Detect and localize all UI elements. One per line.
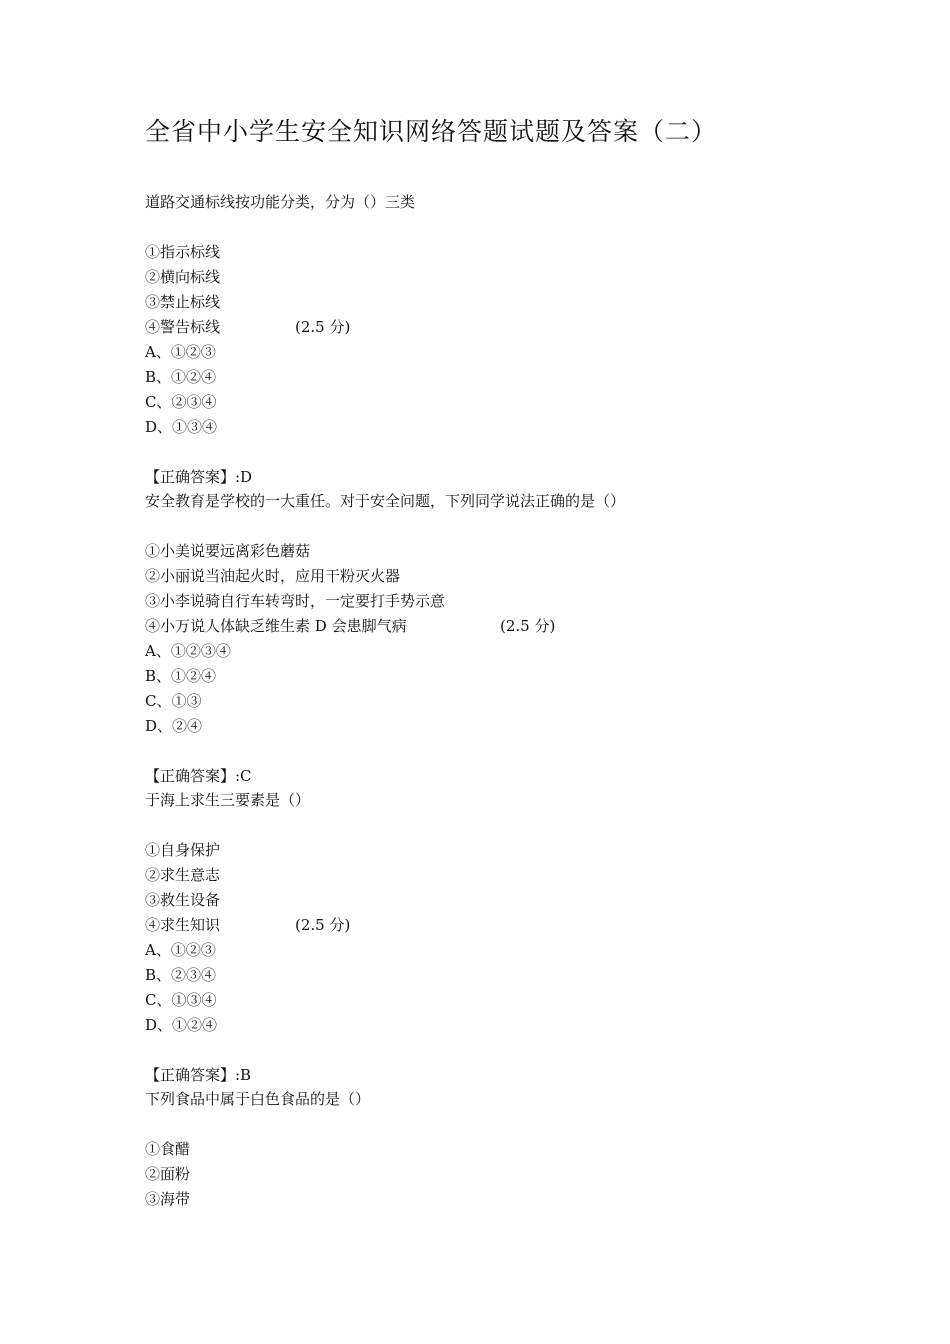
question-item: ④警告标线 xyxy=(145,318,221,336)
option-d: D、②④ xyxy=(145,717,203,735)
option-b: B、①②④ xyxy=(145,667,217,685)
question-item: ②小丽说当油起火时，应用干粉灭火器 xyxy=(145,567,401,585)
page-title: 全省中小学生安全知识网络答题试题及答案（二） xyxy=(145,117,718,146)
question-item: ②横向标线 xyxy=(145,268,221,286)
option-a: A、①②③ xyxy=(145,941,216,959)
question-item: ②面粉 xyxy=(145,1165,191,1183)
question-item: ①自身保护 xyxy=(145,841,221,859)
question-2 xyxy=(145,489,845,789)
score-label: (2.5 分) xyxy=(500,617,556,635)
question-item: ①小美说要远离彩色蘑菇 xyxy=(145,542,311,560)
question-stem: 下列食品中属于白色食品的是（） xyxy=(145,1090,371,1108)
option-b: B、①②④ xyxy=(145,368,217,386)
option-a: A、①②③ xyxy=(145,343,216,361)
question-item-last xyxy=(145,913,845,938)
option-c: C、①③④ xyxy=(145,991,217,1009)
question-item: ③救生设备 xyxy=(145,891,221,909)
question-item: ③海带 xyxy=(145,1190,191,1208)
score-label: (2.5 分) xyxy=(295,916,351,934)
correct-answer: 【正确答案】:B xyxy=(145,1066,252,1084)
question-4 xyxy=(145,1087,845,1212)
question-item: ①食醋 xyxy=(145,1140,191,1158)
question-item-last xyxy=(145,614,845,639)
option-d: D、①②④ xyxy=(145,1016,218,1034)
question-item: ①指示标线 xyxy=(145,243,221,261)
question-item: ②求生意志 xyxy=(145,866,221,884)
correct-answer: 【正确答案】:C xyxy=(145,767,252,785)
question-stem: 道路交通标线按功能分类，分为（）三类 xyxy=(145,193,416,211)
option-c: C、②③④ xyxy=(145,393,217,411)
question-item: ④求生知识 xyxy=(145,916,221,934)
option-a: A、①②③④ xyxy=(145,642,231,660)
question-item: ③禁止标线 xyxy=(145,293,221,311)
correct-answer: 【正确答案】:D xyxy=(145,468,253,486)
question-3 xyxy=(145,788,845,1088)
question-stem: 安全教育是学校的一大重任。对于安全问题，下列同学说法正确的是（） xyxy=(145,492,626,510)
option-b: B、②③④ xyxy=(145,966,217,984)
score-label: (2.5 分) xyxy=(295,318,351,336)
option-d: D、①③④ xyxy=(145,418,218,436)
question-item: ③小李说骑自行车转弯时，一定要打手势示意 xyxy=(145,592,446,610)
question-stem: 于海上求生三要素是（） xyxy=(145,791,311,809)
option-c: C、①③ xyxy=(145,692,202,710)
question-1 xyxy=(145,190,845,490)
question-item-last xyxy=(145,315,845,340)
question-item: ④小万说人体缺乏维生素 D 会患脚气病 xyxy=(145,617,407,635)
